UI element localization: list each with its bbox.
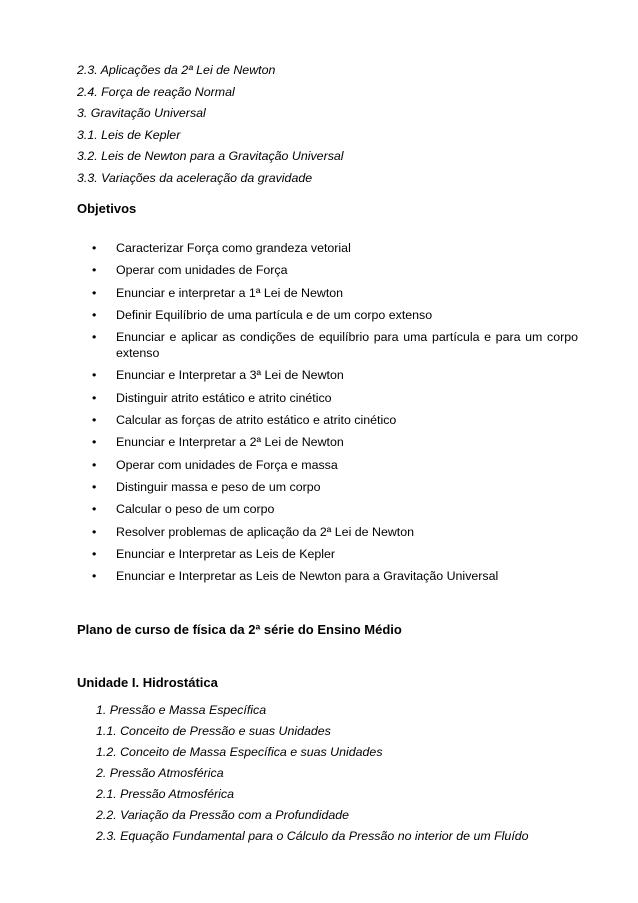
topic-item: 3. Gravitação Universal [77, 106, 206, 120]
bullet-icon: • [92, 263, 97, 278]
bullet-icon: • [92, 524, 97, 539]
objective-item [92, 329, 578, 361]
bullet-icon: • [92, 502, 97, 517]
objective-text: Resolver problemas de aplicação da 2ª Lei de Newton [116, 524, 415, 539]
objective-item [92, 307, 578, 323]
objective-item [92, 390, 578, 406]
bullet-icon: • [92, 457, 97, 472]
bullet-icon: • [92, 368, 97, 383]
objective-item [92, 457, 578, 473]
topic-item: 3.3. Variações da aceleração da gravidade [77, 170, 313, 185]
objective-text: Enunciar e Interpretar a 3ª Lei de Newton [116, 368, 344, 383]
bullet-icon: • [92, 241, 97, 255]
bullet-icon: • [92, 307, 97, 322]
topic-item: 2.3. Aplicações da 2ª Lei de Newton [77, 63, 276, 77]
objective-item [92, 412, 578, 428]
bullet-icon: • [92, 330, 97, 345]
topics-list [77, 60, 344, 189]
objective-item [92, 568, 578, 584]
objective-text: Calcular o peso de um corpo [116, 502, 275, 517]
bullet-icon: • [92, 546, 97, 561]
plan-heading: Plano de curso de física da 2ª série do Ensino Médio [77, 622, 402, 637]
objective-text: Distinguir massa e peso de um corpo [116, 479, 321, 494]
bullet-icon: • [92, 479, 97, 494]
unit-topics-list [96, 700, 529, 847]
bullet-icon: • [92, 435, 97, 450]
unit-topic-item: 2.2. Variação da Pressão com a Profundidade [96, 808, 350, 822]
objective-text: Operar com unidades de Força e massa [116, 457, 338, 472]
objective-text: Enunciar e Interpretar as Leis de Newton para a Gravitação Universal [116, 569, 499, 584]
objective-item [92, 240, 578, 256]
objective-text: Caracterizar Força como grandeza vetorial [116, 241, 351, 255]
objective-text: Enunciar e aplicar as condições de equilíbrio para uma partícula e para um corpo extenso [116, 330, 578, 361]
objective-text: Enunciar e Interpretar as Leis de Kepler [116, 546, 336, 561]
topic-item: 3.1. Leis de Kepler [77, 127, 181, 142]
objective-text: Enunciar e interpretar a 1ª Lei de Newton [116, 285, 344, 300]
unit-topic-item: 2.3. Equação Fundamental para o Cálculo da Pressão no interior de um Fluído [96, 829, 529, 843]
objective-text: Enunciar e Interpretar a 2ª Lei de Newton [116, 435, 344, 450]
bullet-icon: • [92, 390, 97, 405]
objective-item [92, 479, 578, 495]
objective-item [92, 546, 578, 562]
objective-text: Definir Equilíbrio de uma partícula e de um corpo extenso [116, 307, 433, 322]
unit-topic-item: 2. Pressão Atmosférica [96, 766, 224, 780]
objective-item [92, 524, 578, 540]
bullet-icon: • [92, 569, 97, 584]
objectives-list [92, 240, 578, 590]
unit-topic-item: 1. Pressão e Massa Específica [96, 703, 267, 717]
unit-topic-item: 1.1. Conceito de Pressão e suas Unidades [96, 724, 331, 738]
unit-topic-item: 2.1. Pressão Atmosférica [96, 787, 234, 801]
objective-text: Operar com unidades de Força [116, 263, 288, 278]
bullet-icon: • [92, 285, 97, 300]
topic-item: 3.2. Leis de Newton para a Gravitação Universal [77, 149, 344, 163]
objective-item [92, 285, 578, 301]
objective-item [92, 501, 578, 517]
objective-text: Calcular as forças de atrito estático e atrito cinético [116, 413, 397, 428]
objective-item [92, 434, 578, 450]
objective-text: Distinguir atrito estático e atrito cinético [116, 390, 332, 405]
objective-item [92, 262, 578, 278]
objectives-heading: Objetivos [77, 201, 137, 216]
topic-item: 2.4. Força de reação Normal [77, 84, 235, 99]
bullet-icon: • [92, 413, 97, 428]
unit-topic-item: 1.2. Conceito de Massa Específica e suas Unidades [96, 745, 383, 759]
objective-item [92, 367, 578, 383]
unit-heading: Unidade I. Hidrostática [77, 675, 218, 690]
